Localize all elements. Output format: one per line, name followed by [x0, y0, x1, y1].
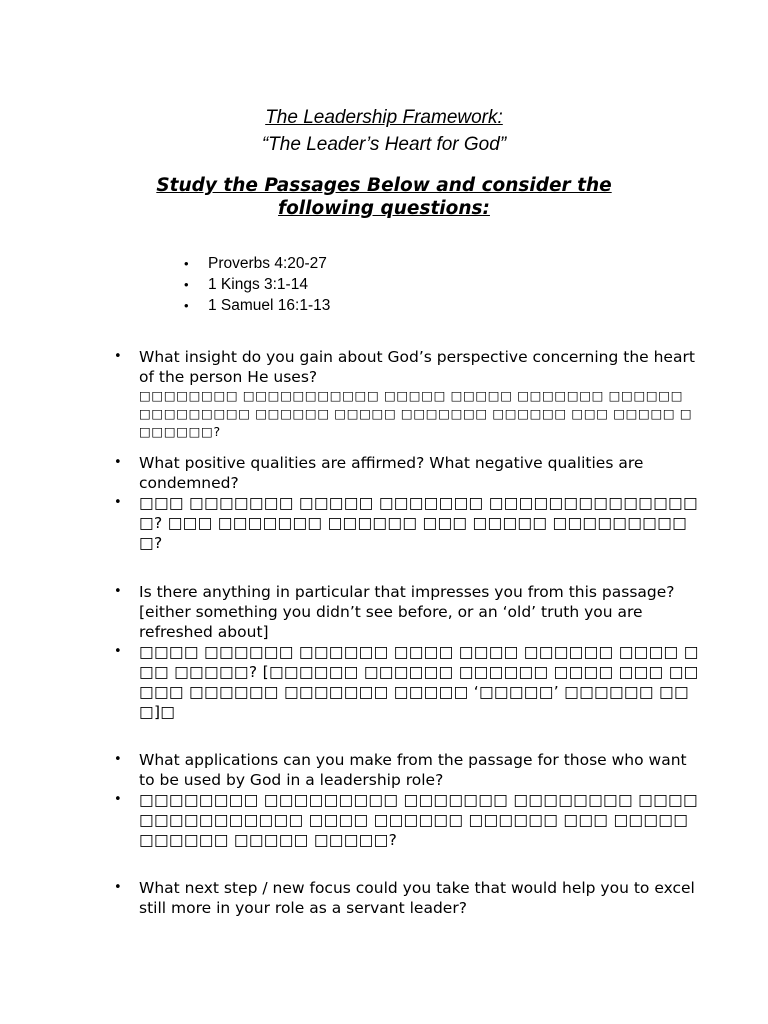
- bullet-icon: •: [114, 880, 122, 895]
- question-translation: □□□□□□□□ □□□□□□□□□□□ □□□□□ □□□□□ □□□□□□□ □□□□□□ □□□□□□□□□ □□□□□□ □□□□□ □□□□□□□ □□□□□□ □□□ □□□□□ □□□□□□□?: [139, 388, 693, 439]
- question-translation: [0, 642, 699, 722]
- translation-text: □□□□□□□□ □□□□□□□□□ □□□□□□□ □□□□□□□□ □□□□□□□□□□□□□□□ □□□□ □□□□□□ □□□□□□ □□□ □□□□□□□□□□□ □□□□□ □□□□□?: [139, 791, 698, 849]
- question-translation: [0, 790, 699, 850]
- question-block-3: [0, 582, 768, 722]
- passage-list: [0, 253, 330, 316]
- list-item: [0, 253, 330, 274]
- bullet-icon: •: [184, 277, 189, 292]
- bullet-icon: •: [184, 298, 189, 313]
- question-item: [0, 582, 699, 642]
- bullet-icon: •: [114, 349, 122, 364]
- list-item: [0, 295, 330, 316]
- question-text: What next step / new focus could you take that would help you to excel still more in your role as a servant leader?: [139, 879, 695, 917]
- bullet-icon: •: [184, 256, 189, 271]
- passage-reference: 1 Samuel 16:1-13: [208, 297, 331, 314]
- question-text: What insight do you gain about God’s perspective concerning the heart of the person He uses?: [139, 348, 695, 386]
- document-subtitle: “The Leader’s Heart for God”: [261, 134, 507, 155]
- bullet-icon: •: [114, 584, 122, 599]
- question-item: [0, 878, 699, 918]
- bullet-icon: •: [114, 455, 122, 470]
- passage-reference: Proverbs 4:20-27: [208, 255, 327, 272]
- bullet-icon: •: [114, 792, 122, 807]
- bullet-icon: •: [114, 495, 122, 510]
- translation-text: □□□□ □□□□□□ □□□□□□ □□□□ □□□□ □□□□□□ □□□□ □□□ □□□□□? [□□□□□□ □□□□□□ □□□□□□ □□□□ □□□ □□□□□ □□□□□□ □□□□□□□ □□□□□ ‘□□□□□’ □□□□□□ □□□]□: [139, 643, 699, 721]
- list-item: [0, 274, 330, 295]
- question-item: [0, 453, 699, 493]
- question-text: What applications can you make from the passage for those who want to be used by God in a leadership role?: [139, 751, 687, 789]
- question-text: Is there anything in particular that impresses you from this passage? [either something you didn’t see before, or an ‘old’ truth you are refreshed about]: [139, 583, 675, 641]
- translation-text: □□□ □□□□□□□ □□□□□ □□□□□□□ □□□□□□□□□□□□□□□? □□□ □□□□□□□ □□□□□□ □□□ □□□□□ □□□□□□□□□□?: [139, 494, 698, 552]
- section-heading: Study the Passages Below and consider the following questions:: [156, 175, 612, 219]
- question-block-4: [0, 750, 768, 850]
- question-text: What positive qualities are affirmed? What negative qualities are condemned?: [139, 454, 644, 492]
- question-block-5: [0, 878, 768, 918]
- question-translation: [0, 493, 699, 553]
- question-item: [0, 347, 699, 387]
- passage-reference: 1 Kings 3:1-14: [208, 276, 308, 293]
- document-title: The Leadership Framework:: [265, 107, 503, 128]
- question-block-2: [0, 453, 768, 553]
- bullet-icon: •: [114, 644, 122, 659]
- question-block-1: [0, 347, 768, 441]
- question-item: [0, 750, 699, 790]
- bullet-icon: •: [114, 752, 122, 767]
